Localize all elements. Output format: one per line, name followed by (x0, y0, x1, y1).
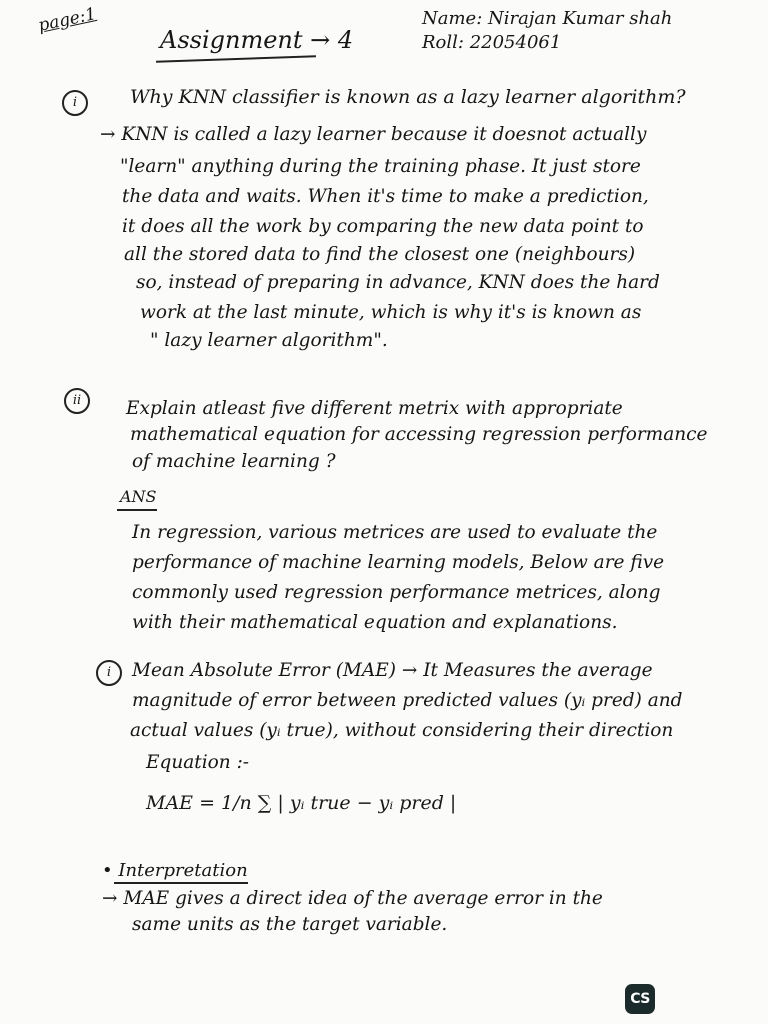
answer-line: In regression, various metrices are used to evaluate the (132, 522, 658, 543)
student-roll: Roll: 22054061 (422, 32, 562, 53)
answer-line: commonly used regression performance metrices, along (132, 582, 661, 603)
metric-1-number: i (96, 660, 122, 686)
answer-line: performance of machine learning models, Below are five (132, 552, 665, 573)
interpretation-underline (114, 882, 248, 884)
answer-line: so, instead of preparing in advance, KNN does the hard (136, 272, 660, 293)
title-underline (156, 55, 316, 63)
mae-equation: MAE = 1/n ∑ | yᵢ true − yᵢ pred | (146, 792, 457, 814)
answer-line: work at the last minute, which is why it's is known as (140, 302, 642, 323)
answer-line: " lazy learner algorithm". (150, 330, 388, 351)
answer-line: "learn" anything during the training phase. It just store (120, 156, 641, 177)
answer-line: → KNN is called a lazy learner because it doesnot actually (100, 124, 647, 145)
answer-label: ANS (120, 487, 157, 506)
question-2-number: ii (64, 388, 90, 414)
camscanner-logo: CS (625, 984, 655, 1014)
answer-line: it does all the work by comparing the new data point to (122, 216, 644, 237)
metric-line: magnitude of error between predicted values (yᵢ pred) and (132, 690, 683, 711)
question-line: of machine learning ? (132, 451, 336, 472)
question-line: Explain atleast five different metrix with appropriate (126, 398, 623, 419)
equation-label: Equation :- (146, 752, 250, 773)
metric-line: actual values (yᵢ true), without considering their direction (130, 720, 674, 741)
interpretation-line: same units as the target variable. (132, 914, 448, 935)
metric-line: Mean Absolute Error (MAE) → It Measures the average (132, 660, 653, 681)
answer-line: the data and waits. When it's time to make a prediction, (122, 186, 649, 207)
assignment-title: Assignment → 4 (160, 26, 354, 54)
student-name: Name: Nirajan Kumar shah (422, 8, 673, 29)
page-number: page:1 (36, 4, 98, 36)
answer-line: all the stored data to find the closest one (neighbours) (124, 244, 636, 265)
answer-line: with their mathematical equation and explanations. (132, 612, 618, 633)
question-1-text: Why KNN classifier is known as a lazy learner algorithm? (130, 86, 686, 108)
interpretation-heading: • Interpretation (102, 860, 248, 881)
question-1-number: i (62, 90, 88, 116)
answer-label-underline (117, 509, 157, 511)
question-line: mathematical equation for accessing regression performance (130, 424, 708, 445)
interpretation-line: → MAE gives a direct idea of the average error in the (102, 888, 603, 909)
